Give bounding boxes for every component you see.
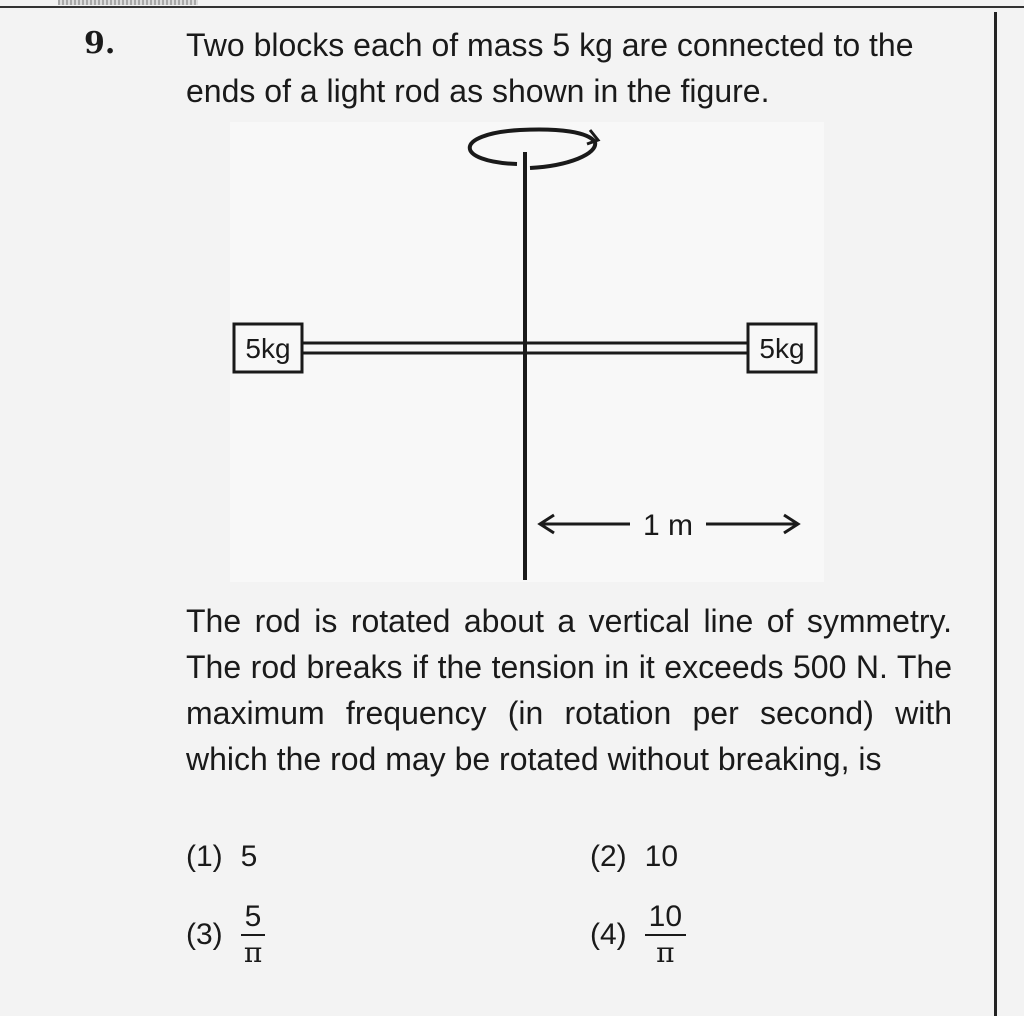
scan-smudge (58, 0, 198, 5)
fraction (645, 900, 686, 970)
fraction-denominator: π (243, 936, 263, 969)
question-number: 9. (84, 26, 116, 61)
left-block-label: 5kg (245, 333, 291, 364)
fraction-numerator: 5 (241, 900, 266, 936)
option-label: (3) (186, 918, 223, 951)
question-body: The rod is rotated about a vertical line of symmetry. The rod breaks if the tension in it exceeds 500 N. The maximum frequency (in rotation per second) with which the rod may be rotated without breaking, is (186, 603, 952, 777)
option-label: (1) (186, 840, 223, 873)
distance-label: 1 m (642, 509, 694, 542)
right-divider (994, 12, 997, 1016)
rotating-rod-figure (230, 122, 824, 582)
option-1[interactable] (186, 840, 257, 874)
option-value: 5 (240, 840, 258, 873)
option-label: (4) (590, 918, 627, 951)
fraction-numerator: 10 (645, 900, 686, 936)
fraction-denominator: π (656, 936, 675, 969)
option-4[interactable] (590, 900, 686, 970)
fraction (241, 900, 266, 970)
right-block-label: 5kg (759, 333, 805, 364)
option-value: 10 (644, 840, 679, 873)
option-2[interactable] (590, 840, 678, 874)
option-3[interactable] (186, 900, 265, 970)
rotation-arrow-icon (470, 130, 595, 169)
top-divider (0, 6, 1024, 8)
question-intro: Two blocks each of mass 5 kg are connected to the ends of a light rod as shown in the figure. (186, 27, 914, 109)
option-label: (2) (590, 840, 627, 873)
